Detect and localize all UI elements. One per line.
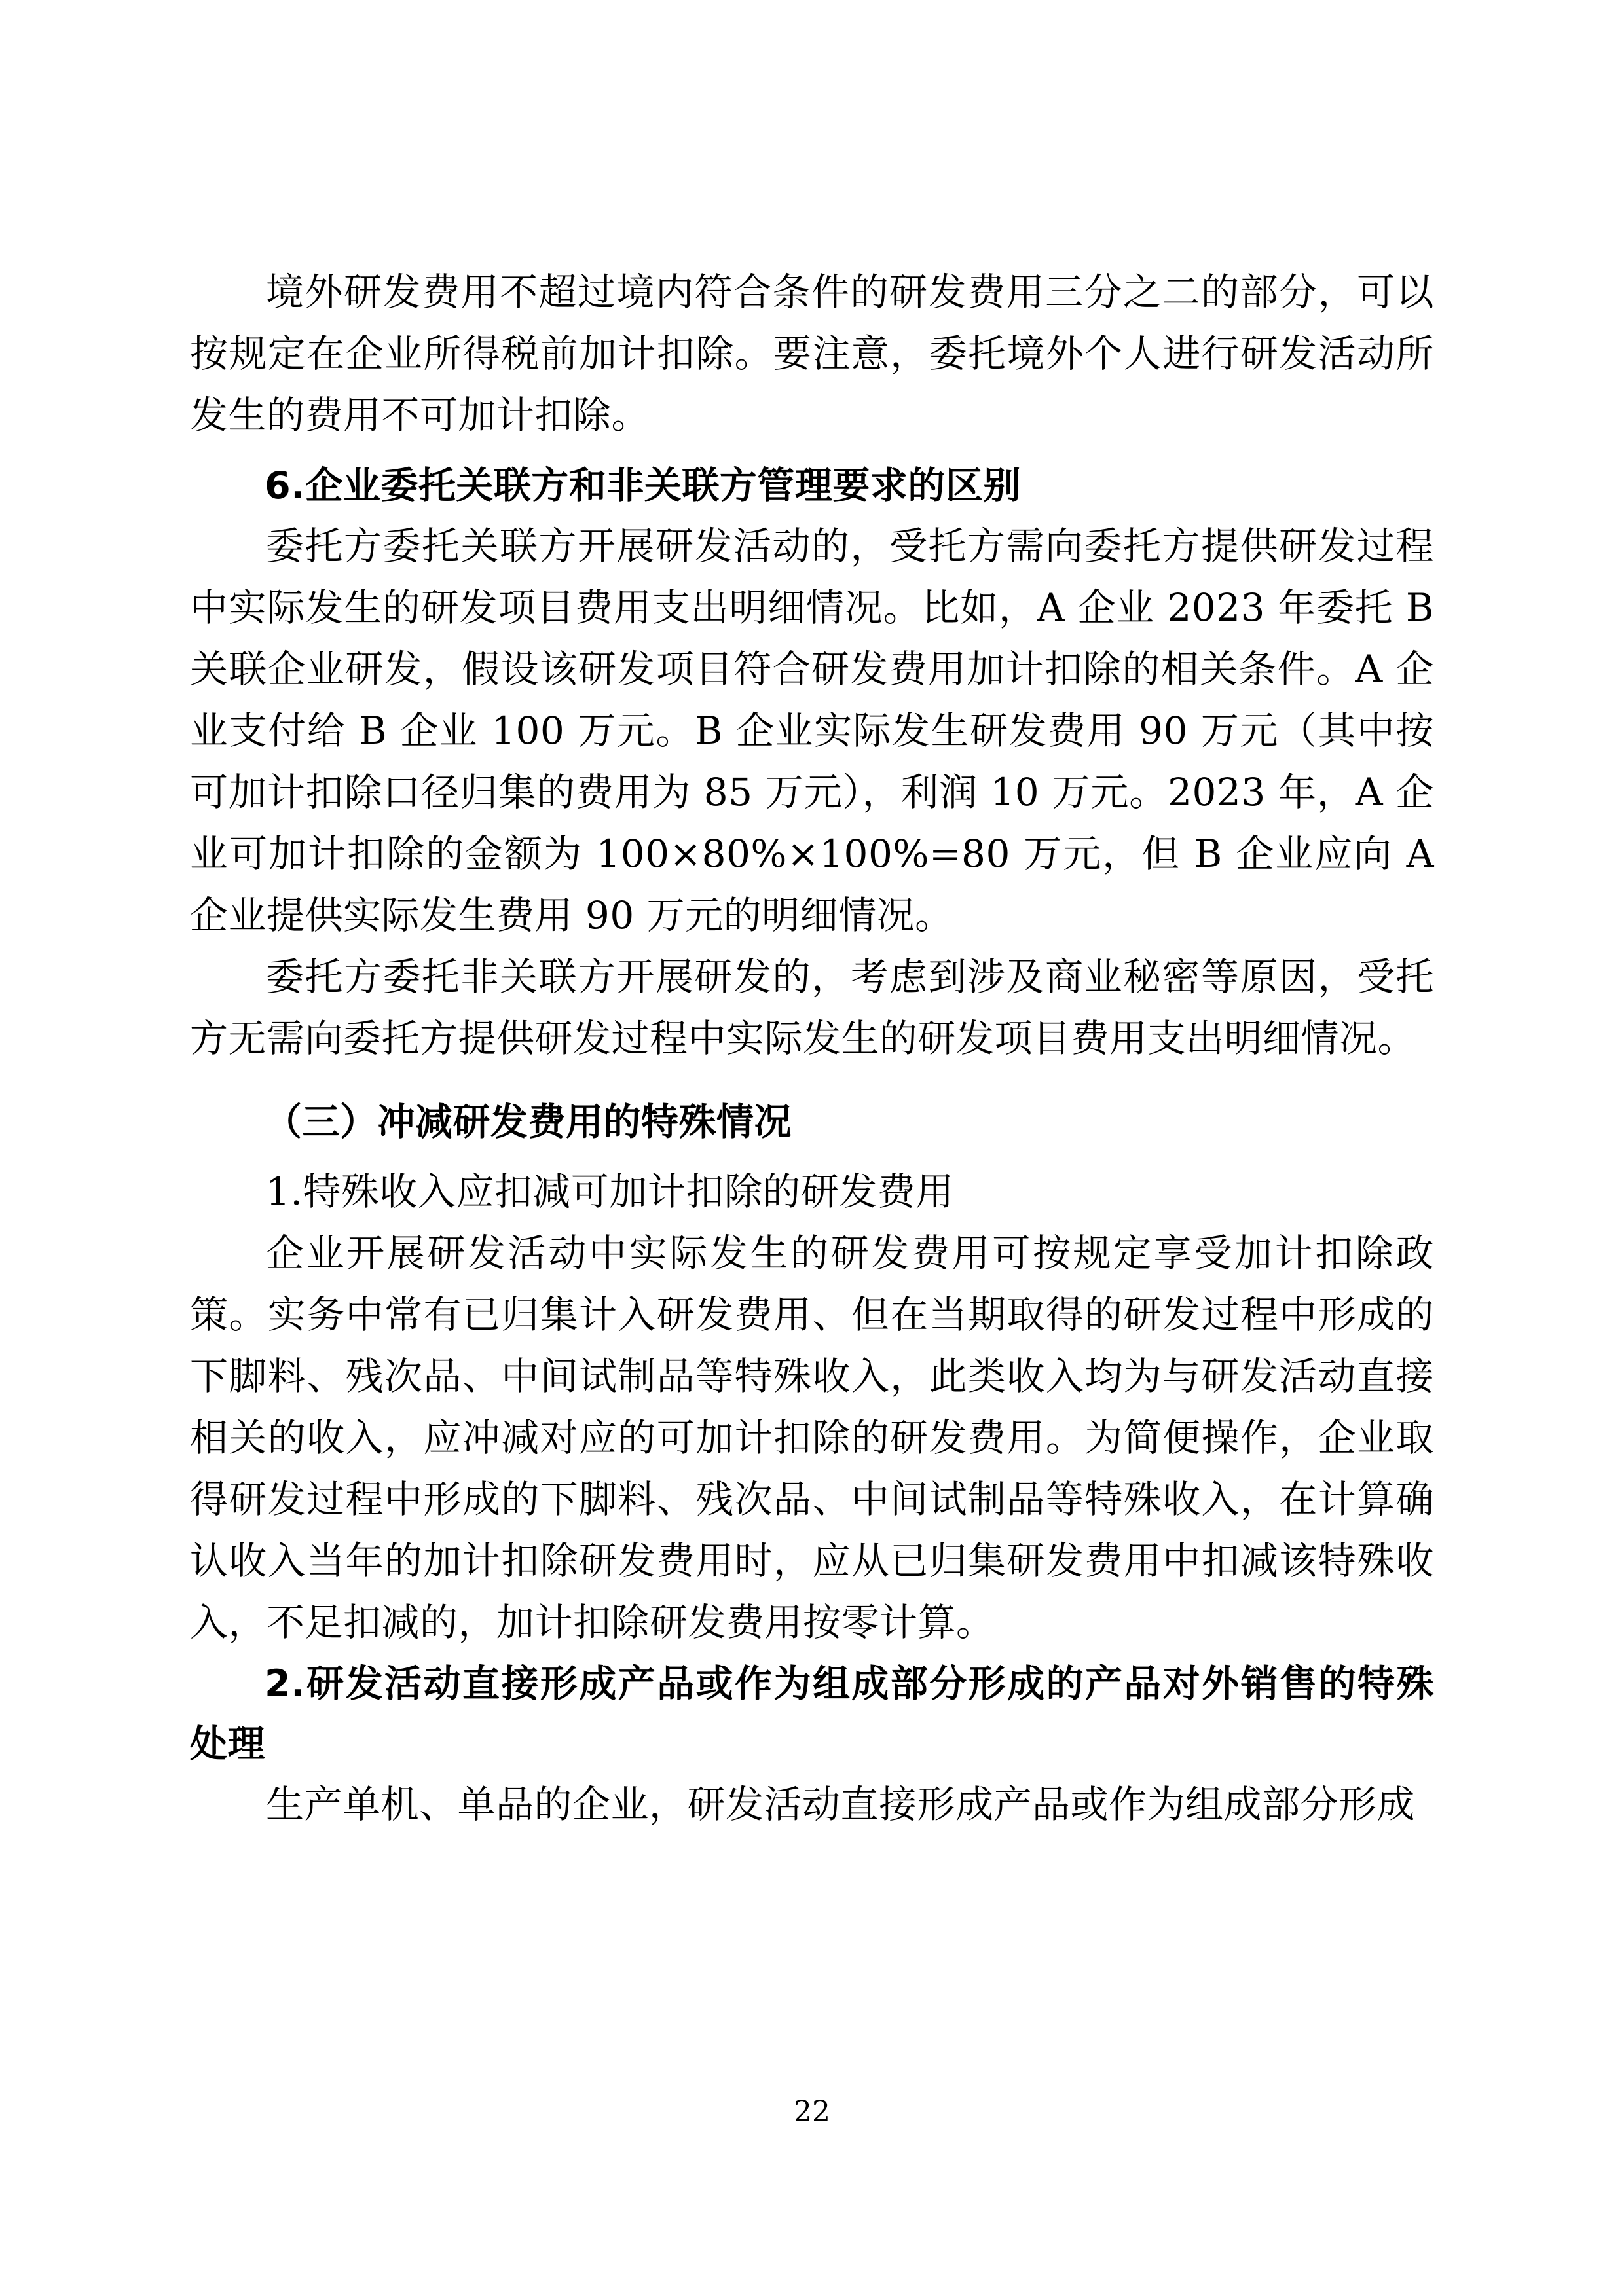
- paragraph-single-unit-production: 生产单机、单品的企业，研发活动直接形成产品或作为组成部分形成: [266, 1782, 1416, 1827]
- paragraph-non-related-party-entrustment: 委托方委托非关联方开展研发的，考虑到涉及商业秘密等原因，受托方无需向委托方提供研发过程中实际发生的研发项目费用支出明细情况。: [190, 954, 1434, 1061]
- page-number: 22: [794, 2095, 830, 2128]
- paragraph-overseas-rd-expense: 境外研发费用不超过境内符合条件的研发费用三分之二的部分，可以按规定在企业所得税前加计扣除。要注意，委托境外个人进行研发活动所发生的费用不可加计扣除。: [190, 270, 1434, 437]
- heading-1-special-income-deduction: 1.特殊收入应扣减可加计扣除的研发费用: [266, 1169, 954, 1214]
- paragraph-related-party-entrustment: 委托方委托关联方开展研发活动的，受托方需向委托方提供研发过程中实际发生的研发项目费用支出明细情况。比如，A 企业 2023 年委托 B 关联企业研发，假设该研发项目符合研发费用加计扣除的相关条件。A 企业支付给 B 企业 100 万元。B 企业实际发生研发费用 90 万元（其中按可加计扣除口径归集的费用为 85 万元），利润 10 万元。2023 年，A 企业可加计扣除的金额为 100×80%×100%=80 万元，但 B 企业应向 A 企业提供实际发生费用 90 万元的明细情况。: [190, 524, 1434, 938]
- heading-section-three-special-offset: （三）冲减研发费用的特殊情况: [265, 1100, 792, 1144]
- paragraph-special-income-rules: 企业开展研发活动中实际发生的研发费用可按规定享受加计扣除政策。实务中常有已归集计入研发费用、但在当期取得的研发过程中形成的下脚料、残次品、中间试制品等特殊收入，此类收入均为与研发活动直接相关的收入，应冲减对应的可加计扣除的研发费用。为简便操作，企业取得研发过程中形成的下脚料、残次品、中间试制品等特殊收入，在计算确认收入当年的加计扣除研发费用时，应从已归集研发费用中扣减该特殊收入，不足扣减的，加计扣除研发费用按零计算。: [190, 1231, 1434, 1645]
- page-content: [190, 262, 1434, 1836]
- heading-6-related-party-differences: 6.企业委托关联方和非关联方管理要求的区别: [265, 464, 1021, 507]
- heading-2-product-sales-special-treatment: 2.研发活动直接形成产品或作为组成部分形成的产品对外销售的特殊处理: [190, 1662, 1434, 1766]
